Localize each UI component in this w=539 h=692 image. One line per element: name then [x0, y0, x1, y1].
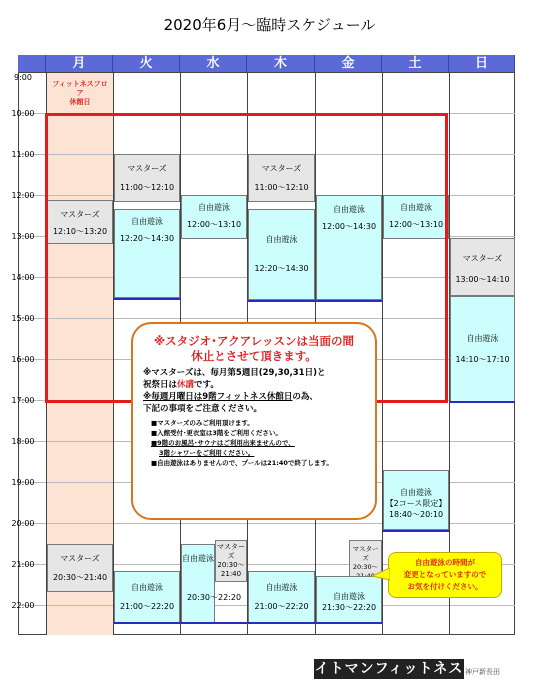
notice-heading-2: 休止とさせて頂きます。 — [191, 349, 317, 363]
event-wed-masters[interactable] — [215, 540, 247, 582]
callout-line: 自由遊泳の時間が — [415, 558, 475, 567]
time-label: 9:00 — [14, 73, 32, 82]
time-label: 13:00 — [11, 232, 35, 241]
event-end-line — [248, 622, 315, 624]
fitness-closed-line: 休館日 — [69, 98, 91, 106]
event-name: 自由遊泳 — [131, 217, 163, 226]
day-header-thu: 木 — [247, 55, 315, 72]
event-name: マスターズ — [261, 164, 302, 173]
brand-location: 神戸新長田 — [465, 668, 500, 676]
notice-masters-line: ※マスターズは、毎月第5週目(29,30,31日)と — [143, 368, 326, 378]
fitness-closed-line: フィットネスフロア — [52, 80, 108, 97]
callout-line: お気を付けください。 — [407, 582, 483, 591]
event-time: 11:00〜12:10 — [254, 183, 309, 192]
day-header-fri: 金 — [315, 55, 382, 72]
time-change-callout — [388, 552, 502, 598]
day-header-wed: 水 — [180, 55, 247, 72]
time-label: 11:00 — [11, 150, 35, 159]
time-label: 12:00 — [11, 191, 35, 200]
event-end-line — [114, 622, 180, 624]
callout-line: 変更となっていますので — [403, 570, 487, 579]
event-name: 自由遊泳 — [400, 488, 432, 497]
event-end-line — [181, 622, 247, 624]
event-time: 20:30〜 — [352, 563, 379, 571]
notice-item: ■入館受付･更衣室は3階をご利用ください。 — [151, 429, 282, 437]
event-time: 21:30〜22:20 — [321, 603, 377, 612]
time-label: 15:00 — [11, 314, 35, 323]
notice-holiday-line — [143, 379, 365, 391]
event-name: 自由遊泳 — [333, 592, 365, 601]
notice-item: ■マスターズのみご利用頂けます。 — [151, 419, 254, 427]
fitness-closed-label — [49, 80, 111, 107]
event-name: 自由遊泳 — [466, 334, 499, 343]
page-title: 2020年6月〜臨時スケジュール — [163, 16, 376, 34]
time-label: 22:00 — [11, 601, 35, 610]
event-time: 20:30〜21:40 — [52, 573, 108, 582]
event-name: 自由遊泳 — [131, 583, 163, 592]
event-thu-swim-2[interactable] — [248, 571, 315, 623]
day-header-sun: 日 — [449, 55, 515, 72]
event-end-line — [383, 530, 449, 532]
notice-text: の為、 — [292, 392, 318, 402]
event-wed-swim-2-time: 20:30〜22:20 — [186, 593, 242, 602]
header-corner — [18, 55, 46, 72]
event-name: マスターズ — [462, 254, 503, 263]
event-tue-swim-2[interactable] — [114, 571, 180, 623]
event-name: 自由遊泳 — [333, 205, 365, 214]
time-label: 18:00 — [11, 437, 35, 446]
event-time: 20:30〜21:40 — [217, 561, 245, 578]
event-end-line — [450, 401, 515, 403]
event-name: マスターズ — [127, 164, 167, 173]
day-header-sat: 土 — [382, 55, 449, 72]
event-time: 12:20〜14:30 — [254, 264, 309, 273]
notice-underline-text: ※毎週月曜日は9階フィットネス休館日 — [143, 392, 293, 402]
time-label: 19:00 — [11, 478, 35, 487]
notice-item: 3階シャワーをご利用ください。 — [159, 449, 255, 457]
event-time: 21:00〜22:20 — [254, 602, 309, 611]
event-name: マスターズ — [217, 543, 245, 560]
event-time: 12:20〜14:30 — [119, 234, 175, 243]
event-end-line — [316, 622, 382, 624]
notice-box — [131, 322, 377, 520]
event-name: マスターズ — [352, 545, 379, 562]
event-name: 自由遊泳 — [198, 203, 230, 212]
time-label: 21:00 — [11, 560, 35, 569]
event-mon-masters-2[interactable] — [47, 544, 113, 592]
notice-heading-1: ※スタジオ･アクアレッスンは当面の間 — [153, 334, 354, 348]
notice-item: ■9階のお風呂･サウナはご利用出来ませんので、 — [151, 439, 295, 447]
event-time: 12:00〜13:10 — [388, 220, 444, 229]
time-label: 20:00 — [11, 519, 35, 528]
notice-red-text: 休講 — [177, 380, 195, 390]
event-time: 12:10〜13:20 — [52, 227, 108, 236]
notice-text: 祝祭日は — [143, 380, 178, 390]
event-name: 自由遊泳 — [265, 235, 298, 244]
event-name: 自由遊泳 — [182, 554, 214, 563]
time-label: 14:00 — [11, 273, 35, 282]
event-time: 11:00〜12:10 — [119, 183, 175, 192]
event-name: 自由遊泳 — [265, 583, 298, 592]
event-time: 13:00〜14:10 — [455, 275, 510, 284]
callout-pointer — [372, 568, 390, 582]
event-wed-swim-2[interactable] — [181, 544, 215, 624]
notice-item: ■自由遊泳はありませんので、プールは21:40で終了します。 — [151, 459, 333, 467]
notice-monday-line — [143, 391, 365, 403]
event-sun-masters[interactable] — [450, 238, 515, 296]
notice-text: です。 — [194, 380, 219, 390]
event-name: マスターズ — [60, 210, 100, 219]
event-note: 【2コース限定】 — [385, 499, 447, 508]
event-sat-swim-2[interactable] — [383, 470, 449, 530]
event-name: 自由遊泳 — [400, 203, 432, 212]
brand-logo: イトマンフィットネス — [314, 661, 464, 677]
notice-caution-line: 下記の事項をご注意ください。 — [143, 404, 263, 414]
event-sun-swim[interactable] — [450, 296, 515, 402]
day-header-tue: 火 — [113, 55, 180, 72]
day-header-mon: 月 — [46, 55, 113, 72]
event-fri-swim-2[interactable] — [316, 576, 382, 623]
event-name: マスターズ — [60, 554, 100, 563]
event-time: 14:10〜17:10 — [455, 355, 510, 364]
event-time: 12:00〜14:30 — [321, 222, 377, 231]
time-label: 16:00 — [11, 355, 35, 364]
event-time: 18:40〜20:10 — [388, 510, 444, 519]
time-label: 10:00 — [11, 109, 35, 118]
event-time: 21:00〜22:20 — [119, 602, 175, 611]
event-time: 12:00〜13:10 — [186, 220, 242, 229]
time-label: 17:00 — [11, 396, 35, 405]
